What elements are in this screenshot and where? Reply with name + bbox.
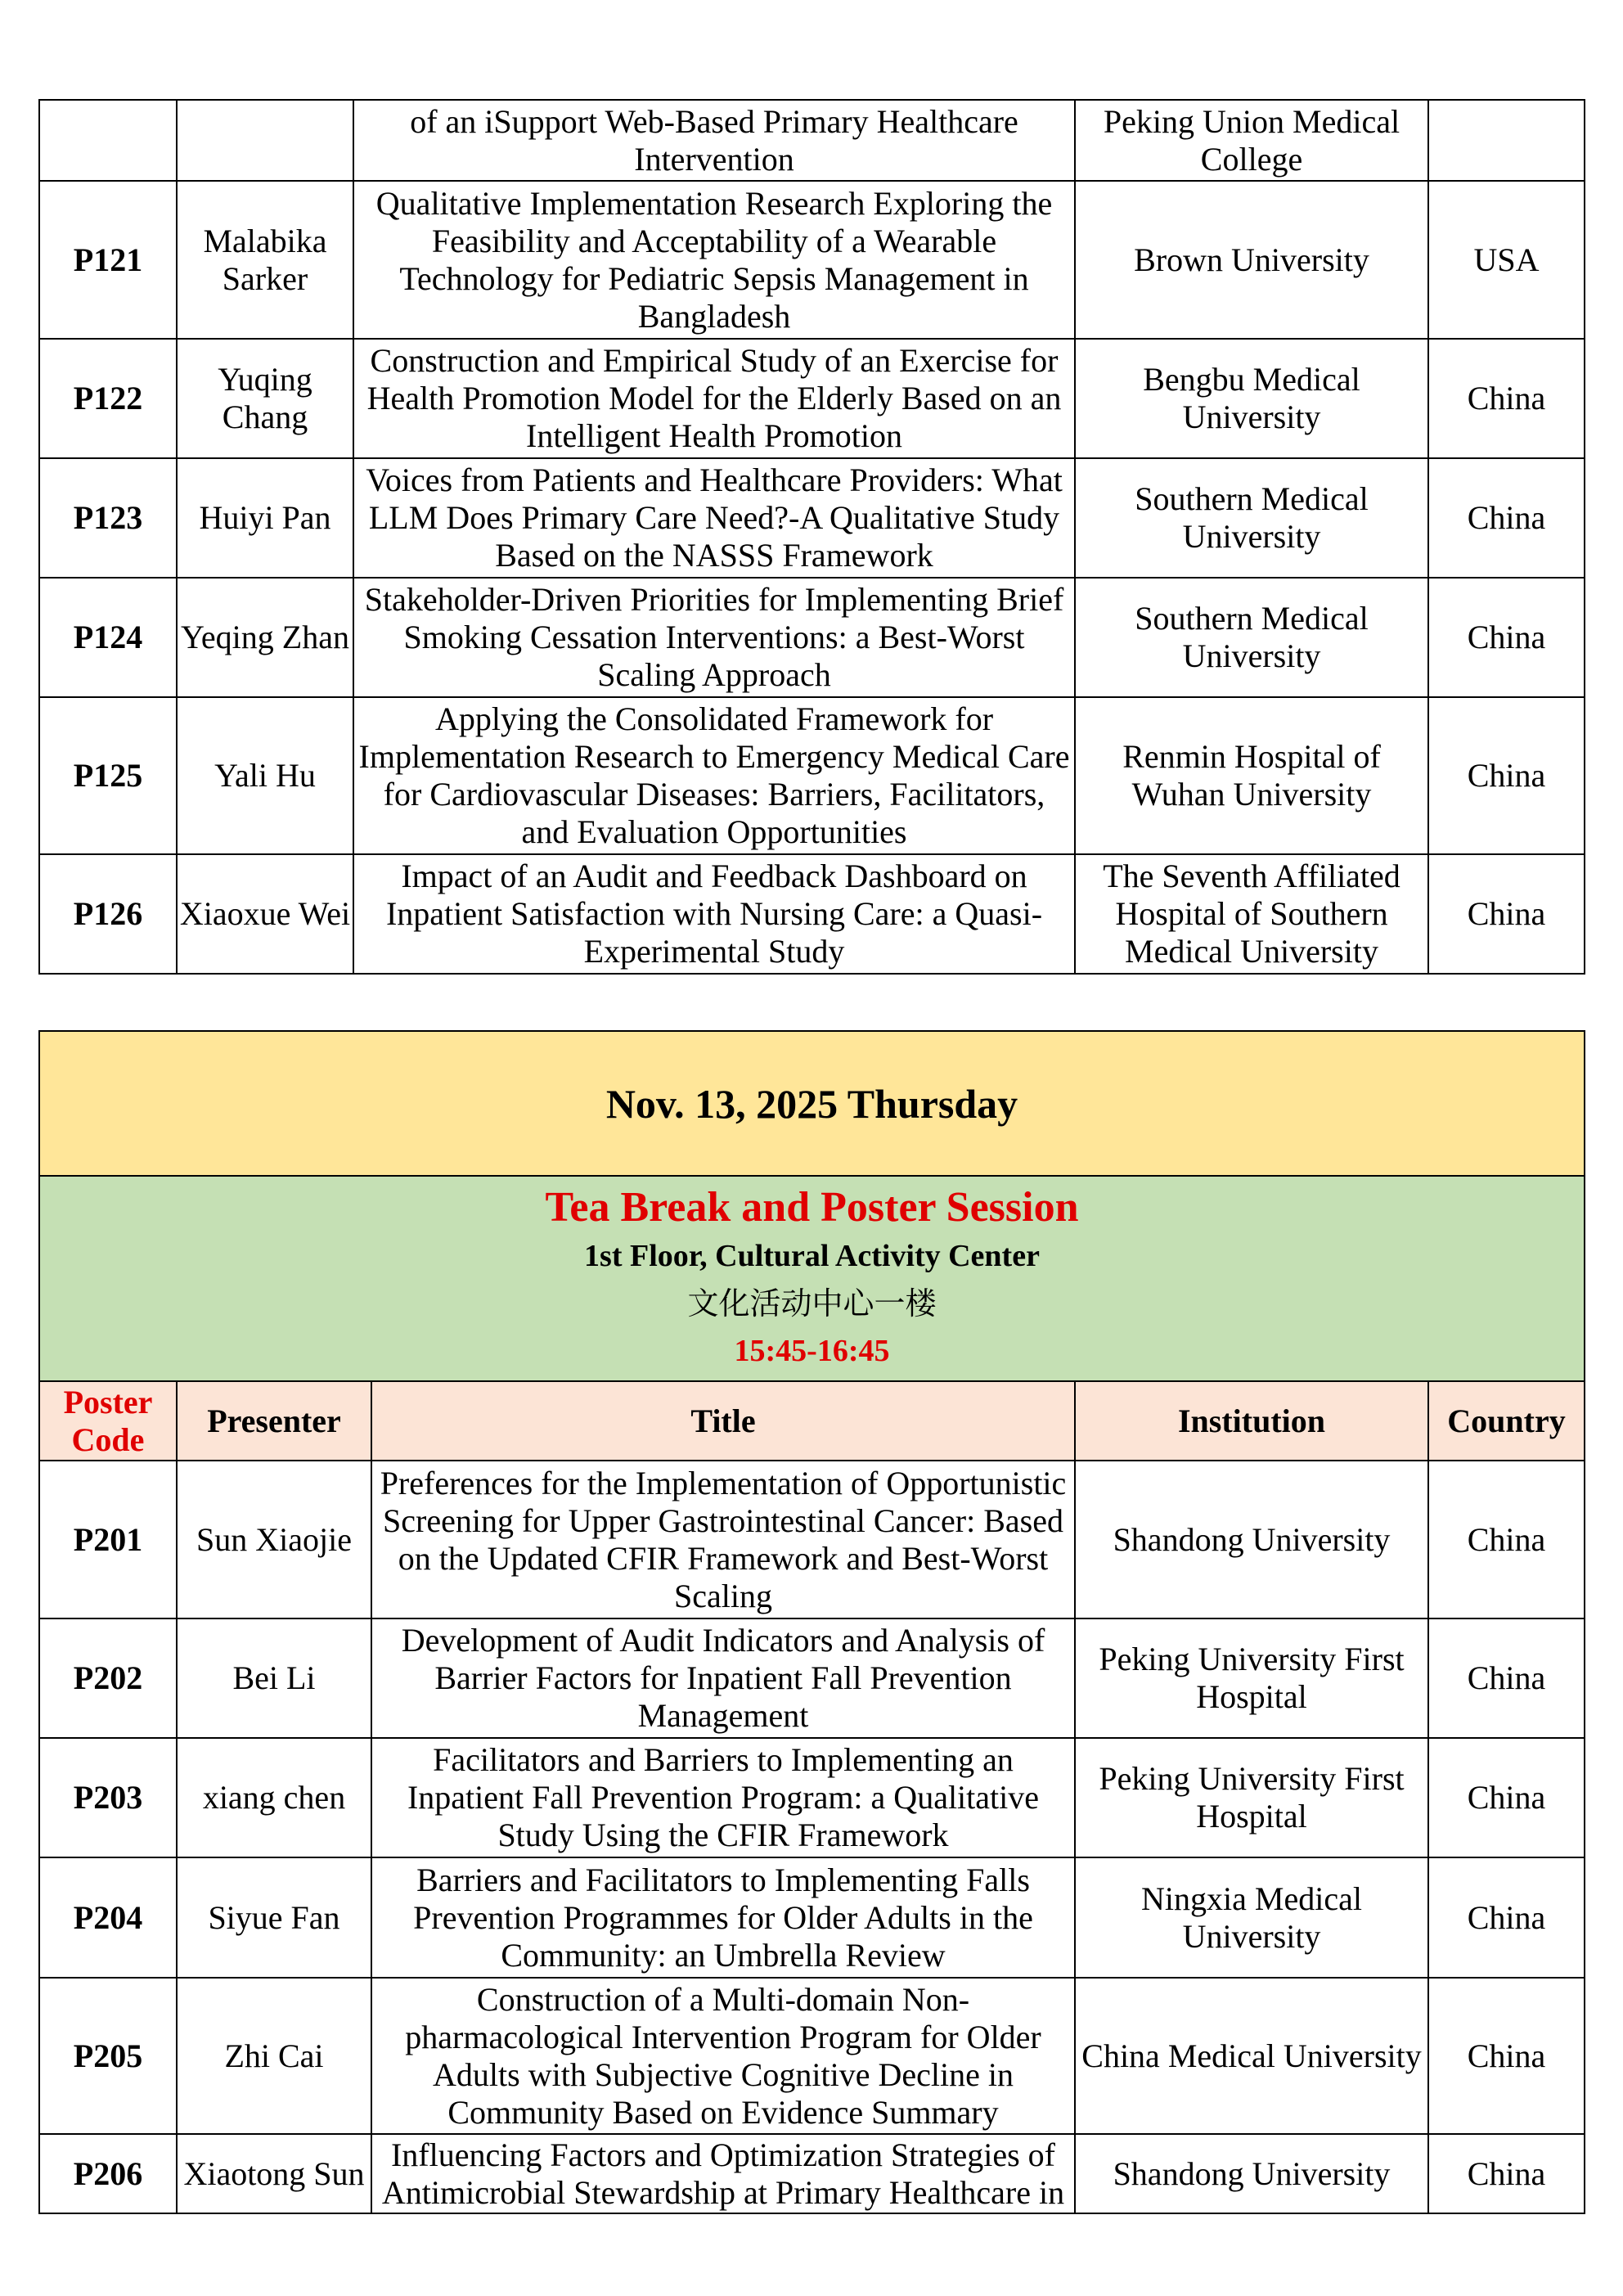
cell-country: China xyxy=(1428,1738,1585,1857)
session-title: Tea Break and Poster Session xyxy=(545,1183,1079,1231)
poster-session-table xyxy=(38,1030,1585,2214)
cell-institution: Peking University First Hospital xyxy=(1075,1738,1428,1857)
cell-title: Applying the Consolidated Framework for Implementation Research to Emergency Medical Care for Cardiovascular Diseases: Barriers, Facilitators, and Evaluation Opportunities xyxy=(353,697,1075,854)
cell-code: P202 xyxy=(39,1618,177,1738)
session-location-zh: 文化活动中心一楼 xyxy=(687,1285,937,1321)
cell-code: P125 xyxy=(39,697,177,854)
cell-title: Development of Audit Indicators and Analysis of Barrier Factors for Inpatient Fall Prevention Management xyxy=(371,1618,1075,1738)
cell-code: P206 xyxy=(39,2134,177,2213)
table-row xyxy=(39,181,1585,339)
table-row xyxy=(39,697,1585,854)
cell-title: of an iSupport Web-Based Primary Healthcare Intervention xyxy=(353,100,1075,181)
cell-code: P203 xyxy=(39,1738,177,1857)
table-row xyxy=(39,339,1585,458)
cell-institution: Brown University xyxy=(1075,181,1428,339)
header-title: Title xyxy=(371,1381,1075,1461)
cell-institution: Bengbu Medical University xyxy=(1075,339,1428,458)
table-header-row xyxy=(39,1381,1585,1461)
cell-code: P123 xyxy=(39,458,177,578)
cell-presenter: Xiaotong Sun xyxy=(177,2134,371,2213)
cell-institution: Renmin Hospital of Wuhan University xyxy=(1075,697,1428,854)
table-row xyxy=(39,578,1585,697)
poster-table-continued xyxy=(38,99,1585,975)
table-row xyxy=(39,100,1585,181)
cell-title: Impact of an Audit and Feedback Dashboard on Inpatient Satisfaction with Nursing Care: a Quasi-Experimental Study xyxy=(353,854,1075,974)
header-presenter: Presenter xyxy=(177,1381,371,1461)
cell-code: P126 xyxy=(39,854,177,974)
cell-presenter: Yali Hu xyxy=(177,697,353,854)
cell-code: P122 xyxy=(39,339,177,458)
cell-title: Facilitators and Barriers to Implementing an Inpatient Fall Prevention Program: a Qualitative Study Using the CFIR Framework xyxy=(371,1738,1075,1857)
table-row xyxy=(39,458,1585,578)
header-institution: Institution xyxy=(1075,1381,1428,1461)
cell-country xyxy=(1428,100,1585,181)
cell-presenter: xiang chen xyxy=(177,1738,371,1857)
table-row xyxy=(39,854,1585,974)
cell-code: P201 xyxy=(39,1461,177,1618)
table-row xyxy=(39,1857,1585,1978)
header-poster-code: Poster Code xyxy=(39,1381,177,1461)
cell-institution: Peking Union Medical College xyxy=(1075,100,1428,181)
cell-presenter: Bei Li xyxy=(177,1618,371,1738)
cell-country: China xyxy=(1428,458,1585,578)
table-row xyxy=(39,1461,1585,1618)
cell-country: China xyxy=(1428,854,1585,974)
session-location-en: 1st Floor, Cultural Activity Center xyxy=(584,1238,1040,1273)
cell-presenter: Huiyi Pan xyxy=(177,458,353,578)
table-row xyxy=(39,1618,1585,1738)
cell-country: China xyxy=(1428,697,1585,854)
cell-institution: Southern Medical University xyxy=(1075,458,1428,578)
cell-institution: Shandong University xyxy=(1075,1461,1428,1618)
cell-presenter: Zhi Cai xyxy=(177,1978,371,2134)
cell-presenter: Malabika Sarker xyxy=(177,181,353,339)
cell-title: Barriers and Facilitators to Implementing Falls Prevention Programmes for Older Adults in the Community: an Umbrella Review xyxy=(371,1857,1075,1978)
cell-institution: Shandong University xyxy=(1075,2134,1428,2213)
cell-title: Preferences for the Implementation of Opportunistic Screening for Upper Gastrointestinal Cancer: Based on the Updated CFIR Framework and Best-Worst Scaling xyxy=(371,1461,1075,1618)
header-country: Country xyxy=(1428,1381,1585,1461)
cell-presenter: Xiaoxue Wei xyxy=(177,854,353,974)
cell-title: Influencing Factors and Optimization Strategies of Antimicrobial Stewardship at Primary Healthcare in xyxy=(371,2134,1075,2213)
cell-presenter: Yuqing Chang xyxy=(177,339,353,458)
cell-institution: China Medical University xyxy=(1075,1978,1428,2134)
table-row xyxy=(39,1738,1585,1857)
cell-presenter: Sun Xiaojie xyxy=(177,1461,371,1618)
cell-country: China xyxy=(1428,1857,1585,1978)
cell-code: P124 xyxy=(39,578,177,697)
table-row xyxy=(39,1978,1585,2134)
cell-country: USA xyxy=(1428,181,1585,339)
cell-country: China xyxy=(1428,1461,1585,1618)
cell-country: China xyxy=(1428,578,1585,697)
cell-code: P205 xyxy=(39,1978,177,2134)
cell-institution: Ningxia Medical University xyxy=(1075,1857,1428,1978)
cell-institution: Southern Medical University xyxy=(1075,578,1428,697)
cell-institution: The Seventh Affiliated Hospital of Southern Medical University xyxy=(1075,854,1428,974)
session-time: 15:45-16:45 xyxy=(734,1333,890,1368)
cell-country: China xyxy=(1428,2134,1585,2213)
session-info xyxy=(39,1176,1585,1381)
cell-country: China xyxy=(1428,1618,1585,1738)
cell-title: Qualitative Implementation Research Exploring the Feasibility and Acceptability of a Wearable Technology for Pediatric Sepsis Management in Bangladesh xyxy=(353,181,1075,339)
cell-title: Construction and Empirical Study of an Exercise for Health Promotion Model for the Elderly Based on an Intelligent Health Promotion xyxy=(353,339,1075,458)
cell-code: P204 xyxy=(39,1857,177,1978)
table-row xyxy=(39,2134,1585,2213)
cell-presenter: Yeqing Zhan xyxy=(177,578,353,697)
cell-country: China xyxy=(1428,1978,1585,2134)
cell-title: Construction of a Multi-domain Non-pharmacological Intervention Program for Older Adults with Subjective Cognitive Decline in Community Based on Evidence Summary xyxy=(371,1978,1075,2134)
cell-title: Stakeholder-Driven Priorities for Implementing Brief Smoking Cessation Interventions: a Best-Worst Scaling Approach xyxy=(353,578,1075,697)
cell-institution: Peking University First Hospital xyxy=(1075,1618,1428,1738)
session-date: Nov. 13, 2025 Thursday xyxy=(39,1031,1585,1176)
cell-presenter xyxy=(177,100,353,181)
cell-code: P121 xyxy=(39,181,177,339)
cell-title: Voices from Patients and Healthcare Providers: What LLM Does Primary Care Need?-A Qualitative Study Based on the NASSS Framework xyxy=(353,458,1075,578)
cell-country: China xyxy=(1428,339,1585,458)
cell-code xyxy=(39,100,177,181)
cell-presenter: Siyue Fan xyxy=(177,1857,371,1978)
